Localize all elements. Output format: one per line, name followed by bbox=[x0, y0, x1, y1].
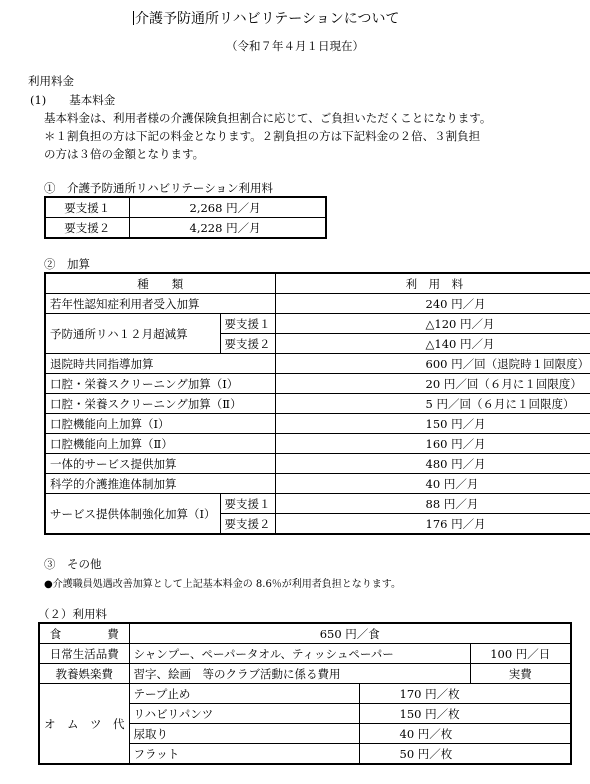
diaper-price: 170 円／枚 bbox=[359, 684, 571, 704]
section-heading: 利用料金 bbox=[28, 74, 74, 88]
addition-label: 予防通所リハ１２月超減算 bbox=[45, 314, 220, 354]
basic-fee-text-2: ＊１割負担の方は下記の料金となります。２割負担の方は下記料金の２倍、３割負担 bbox=[44, 129, 481, 143]
table-row bbox=[45, 374, 590, 394]
addition-price: 600 円／回（退院時１回限度） bbox=[275, 354, 590, 374]
addition-price: 150 円／月 bbox=[275, 414, 590, 434]
col-header-type: 種 類 bbox=[45, 273, 275, 294]
effective-date: （令和７年４月１日現在） bbox=[226, 39, 364, 53]
table-row bbox=[39, 664, 571, 684]
diaper-label: オ ム ツ 代 bbox=[39, 684, 129, 765]
text-cursor bbox=[133, 11, 134, 25]
table-row bbox=[45, 454, 590, 474]
addition-price: 5 円／回（６月に１回限度） bbox=[275, 394, 590, 414]
food-label: 食 費 bbox=[39, 623, 129, 644]
basic-fee-text-3: の方は３倍の金額となります。 bbox=[44, 147, 205, 161]
culture-label: 教養娯楽費 bbox=[39, 664, 129, 684]
table-row bbox=[45, 314, 590, 334]
addition-price: 240 円／月 bbox=[275, 294, 590, 314]
page-title bbox=[133, 8, 399, 28]
other-note: ●介護職員処遇改善加算として上記基本料金の 8.6％が利用者負担となります。 bbox=[44, 579, 402, 590]
addition-label: 若年性認知症利用者受入加算 bbox=[45, 294, 275, 314]
addition-price: 20 円／回（６月に１回限度） bbox=[275, 374, 590, 394]
addition-price: △120 円／月 bbox=[275, 314, 590, 334]
addition-heading: ② 加算 bbox=[44, 257, 90, 271]
addition-sublabel: 要支援２ bbox=[220, 514, 275, 535]
diaper-type: フラット bbox=[129, 744, 359, 765]
table-row bbox=[45, 414, 590, 434]
daily-goods-label: 日常生活品費 bbox=[39, 644, 129, 664]
rehab-label-2: 要支援２ bbox=[45, 218, 129, 239]
table-row bbox=[39, 623, 571, 644]
usage-heading: （２）利用料 bbox=[38, 607, 107, 621]
basic-fee-text-1: 基本料金は、利用者様の介護保険負担割合に応じて、ご負担いただくことになります。 bbox=[44, 111, 492, 125]
table-row bbox=[45, 394, 590, 414]
addition-label: 科学的介護推進体制加算 bbox=[45, 474, 275, 494]
page-title-text: 介護予防通所リハビリテーションについて bbox=[135, 11, 400, 27]
other-heading: ③ その他 bbox=[44, 557, 102, 571]
table-row bbox=[45, 273, 590, 294]
addition-price: 40 円／月 bbox=[275, 474, 590, 494]
addition-price: 88 円／月 bbox=[275, 494, 590, 514]
table-row bbox=[45, 434, 590, 454]
usage-table bbox=[38, 622, 572, 765]
table-row bbox=[45, 294, 590, 314]
table-row bbox=[45, 474, 590, 494]
addition-label: 一体的サービス提供加算 bbox=[45, 454, 275, 474]
addition-sublabel: 要支援２ bbox=[220, 334, 275, 354]
daily-goods-price: 100 円／日 bbox=[470, 644, 571, 664]
table-row bbox=[39, 684, 571, 704]
addition-price: 160 円／月 bbox=[275, 434, 590, 454]
addition-price: 176 円／月 bbox=[275, 514, 590, 535]
addition-label: 口腔機能向上加算（Ⅰ） bbox=[45, 414, 275, 434]
table-row bbox=[45, 197, 326, 218]
rehab-label-1: 要支援１ bbox=[45, 197, 129, 218]
rehab-fee-heading: ① 介護予防通所リハビリテーション利用料 bbox=[44, 181, 273, 195]
addition-label: 口腔・栄養スクリーニング加算（Ⅰ） bbox=[45, 374, 275, 394]
rehab-price-2: 4,228 円／月 bbox=[129, 218, 326, 239]
addition-label: 口腔・栄養スクリーニング加算（Ⅱ） bbox=[45, 394, 275, 414]
rehab-fee-table bbox=[44, 196, 327, 239]
col-header-fee: 利 用 料 bbox=[275, 273, 590, 294]
culture-desc: 習字、絵画 等のクラブ活動に係る費用 bbox=[129, 664, 470, 684]
culture-price: 実費 bbox=[470, 664, 571, 684]
table-row bbox=[45, 354, 590, 374]
daily-goods-desc: シャンプー、ペーパータオル、ティッシュペーパー bbox=[129, 644, 470, 664]
diaper-price: 150 円／枚 bbox=[359, 704, 571, 724]
addition-table bbox=[44, 272, 590, 535]
table-row bbox=[45, 494, 590, 514]
rehab-price-1: 2,268 円／月 bbox=[129, 197, 326, 218]
table-row bbox=[45, 218, 326, 239]
addition-sublabel: 要支援１ bbox=[220, 314, 275, 334]
addition-label: サービス提供体制強化加算（Ⅰ） bbox=[45, 494, 220, 535]
diaper-type: 尿取り bbox=[129, 724, 359, 744]
food-price: 650 円／食 bbox=[129, 623, 571, 644]
addition-price: 480 円／月 bbox=[275, 454, 590, 474]
addition-sublabel: 要支援１ bbox=[220, 494, 275, 514]
diaper-price: 50 円／枚 bbox=[359, 744, 571, 765]
addition-label: 退院時共同指導加算 bbox=[45, 354, 275, 374]
addition-label: 口腔機能向上加算（Ⅱ） bbox=[45, 434, 275, 454]
diaper-type: テープ止め bbox=[129, 684, 359, 704]
diaper-price: 40 円／枚 bbox=[359, 724, 571, 744]
table-row bbox=[39, 644, 571, 664]
addition-price: △140 円／月 bbox=[275, 334, 590, 354]
diaper-type: リハビリパンツ bbox=[129, 704, 359, 724]
basic-fee-heading: (1) 基本料金 bbox=[30, 93, 116, 107]
